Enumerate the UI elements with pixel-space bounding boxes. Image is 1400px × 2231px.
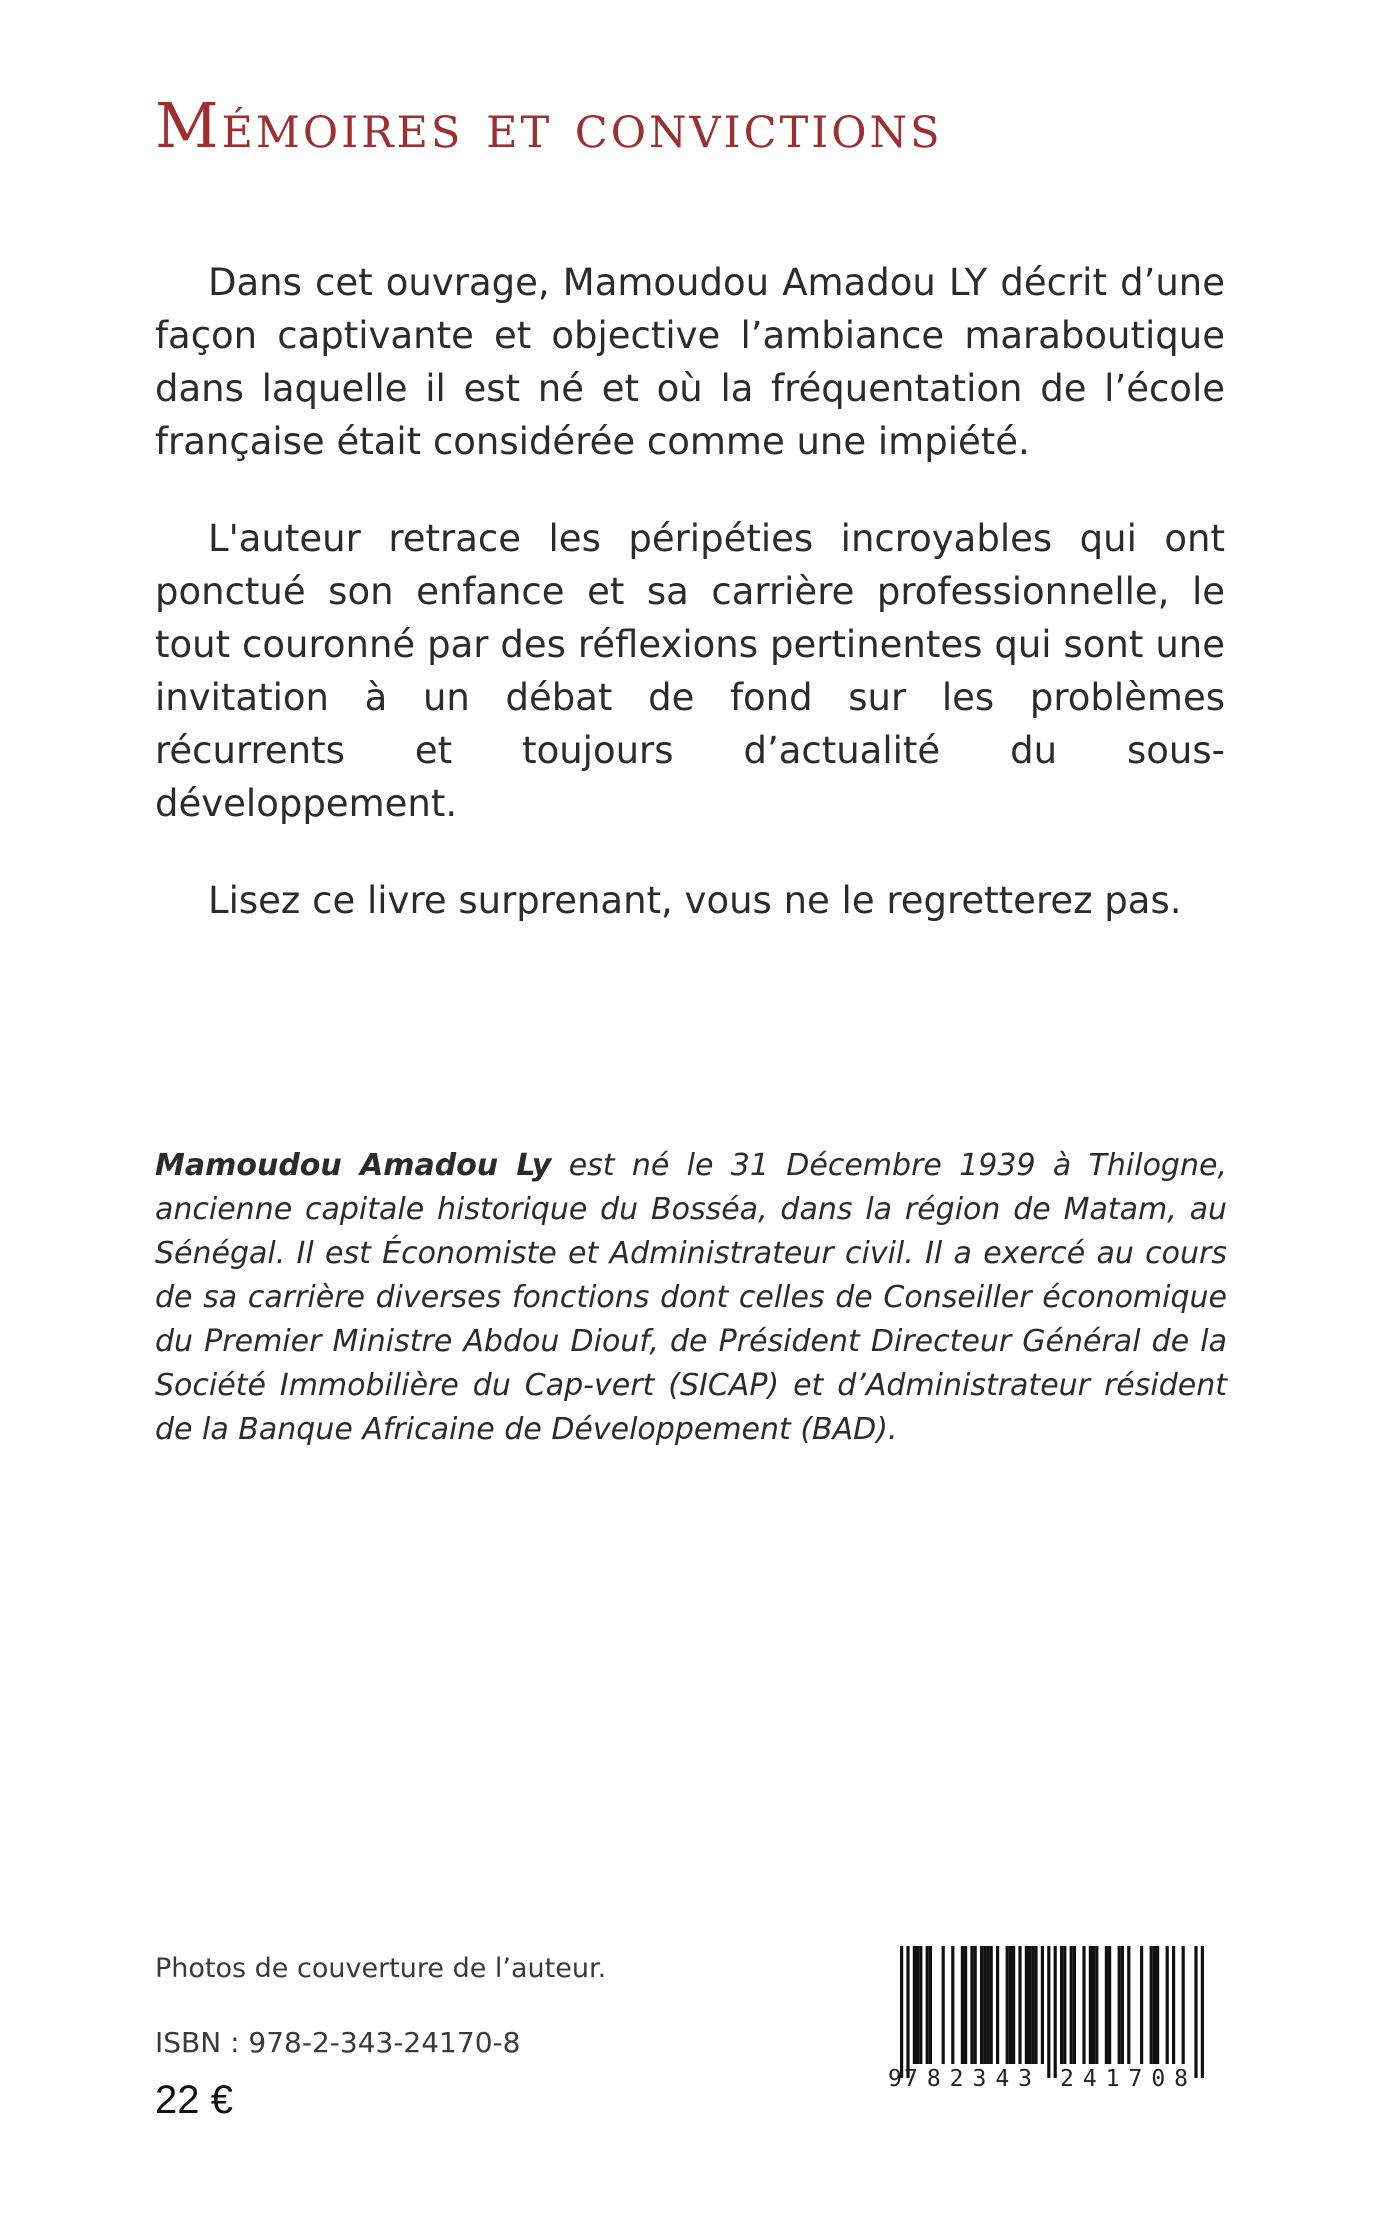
barcode-bar bbox=[1082, 1946, 1085, 2064]
photo-credits: Photos de couverture de l’auteur. bbox=[155, 1953, 607, 1984]
barcode-bar bbox=[1150, 1946, 1153, 2064]
barcode-bar bbox=[1108, 1946, 1111, 2064]
barcode-bar bbox=[980, 1946, 983, 2064]
blurb-paragraph: Dans cet ouvrage, Mamoudou Amadou LY décrit d’une façon captivante et objective l’ambiance maraboutique dans laquelle il est né et où la fréquentation de l’école française était considérée comme une impiété. bbox=[155, 261, 1225, 463]
barcode-bar bbox=[1018, 1946, 1021, 2064]
barcode-bar bbox=[913, 1946, 916, 2064]
barcode-bar bbox=[1034, 1946, 1037, 2064]
author-name: Mamoudou Amadou Ly bbox=[155, 1148, 552, 1183]
book-title: Mémoires et convictions bbox=[155, 89, 943, 162]
barcode-bar bbox=[1166, 1946, 1169, 2064]
barcode-bar bbox=[951, 1946, 954, 2064]
barcode-bar bbox=[1025, 1946, 1028, 2064]
barcode-bar bbox=[964, 1946, 967, 2064]
barcode-bar bbox=[970, 1946, 973, 2064]
barcode-bar bbox=[1095, 1946, 1098, 2064]
barcode-digit-first: 9 bbox=[888, 2066, 902, 2092]
barcode-bars bbox=[900, 1946, 1204, 2078]
author-bio bbox=[155, 1144, 1227, 1452]
barcode-bar bbox=[900, 1946, 903, 2078]
barcode-bar bbox=[1156, 1946, 1159, 2064]
barcode-bar bbox=[1012, 1946, 1015, 2064]
barcode-bar bbox=[1031, 1946, 1034, 2064]
barcode-bar bbox=[1041, 1946, 1044, 2064]
barcode-bar bbox=[1054, 1946, 1057, 2078]
price: 22 € bbox=[155, 2078, 233, 2122]
barcode-bar bbox=[1047, 1946, 1050, 2078]
barcode-bar bbox=[1009, 1946, 1012, 2064]
barcode-bar bbox=[990, 1946, 993, 2064]
barcode-bar bbox=[1105, 1946, 1108, 2064]
barcode-bar bbox=[996, 1946, 999, 2064]
barcode-bar bbox=[1063, 1946, 1066, 2064]
barcode-bar bbox=[1118, 1946, 1121, 2064]
barcode-bar bbox=[1127, 1946, 1130, 2064]
barcode-bar bbox=[983, 1946, 986, 2064]
barcode-bar bbox=[942, 1946, 945, 2064]
barcode-bar bbox=[1140, 1946, 1143, 2064]
barcode-bar bbox=[906, 1946, 909, 2078]
barcode-bar bbox=[1089, 1946, 1092, 2064]
barcode-bar bbox=[929, 1946, 932, 2064]
barcode-bar bbox=[1194, 1946, 1197, 2078]
barcode bbox=[886, 1942, 1216, 2092]
barcode-bar bbox=[1201, 1946, 1204, 2078]
barcode-bar bbox=[961, 1946, 964, 2064]
barcode-digits-right: 241708 bbox=[1060, 2066, 1188, 2092]
book-blurb bbox=[155, 256, 1225, 927]
barcode-bar bbox=[926, 1946, 929, 2064]
blurb-paragraph: L'auteur retrace les péripéties incroyables qui ont ponctué son enfance et sa carrière professionnelle, le tout couronné par des réflexions pertinentes qui sont une invitation à un débat de fond sur les problèmes récurrents et toujours d’actualité du sous-développement. bbox=[155, 517, 1225, 825]
barcode-bar bbox=[1060, 1946, 1063, 2064]
barcode-bar bbox=[986, 1946, 989, 2064]
barcode-bar bbox=[1073, 1946, 1076, 2064]
isbn: ISBN : 978-2-343-24170-8 bbox=[155, 2026, 521, 2059]
barcode-bar bbox=[974, 1946, 977, 2064]
blurb-paragraph: Lisez ce livre surprenant, vous ne le regretterez pas. bbox=[208, 879, 1182, 922]
barcode-digits-left: 782343 bbox=[904, 2066, 1032, 2092]
barcode-bar bbox=[1092, 1946, 1095, 2064]
barcode-bar bbox=[916, 1946, 919, 2064]
barcode-bar bbox=[1121, 1946, 1124, 2064]
barcode-bar bbox=[919, 1946, 922, 2064]
barcode-bar bbox=[1070, 1946, 1073, 2064]
author-bio-text: est né le 31 Décembre 1939 à Thilogne, ancienne capitale historique du Bosséa, dans la région de Matam, au Sénégal. Il est Économiste et Administrateur civil. Il a exercé au cours de sa carrière diverses fonctions dont celles de Conseiller économique du Premier Ministre Abdou Diouf, de Président Directeur Général de la Société Immobilière du Cap-vert (SICAP) et d’Administrateur résident de la Banque Africaine de Développement (BAD). bbox=[155, 1148, 1227, 1447]
barcode-bar bbox=[1028, 1946, 1031, 2064]
barcode-bar bbox=[1006, 1946, 1009, 2064]
barcode-bar bbox=[1182, 1946, 1185, 2064]
barcode-bar bbox=[1172, 1946, 1175, 2064]
barcode-bar bbox=[1153, 1946, 1156, 2064]
